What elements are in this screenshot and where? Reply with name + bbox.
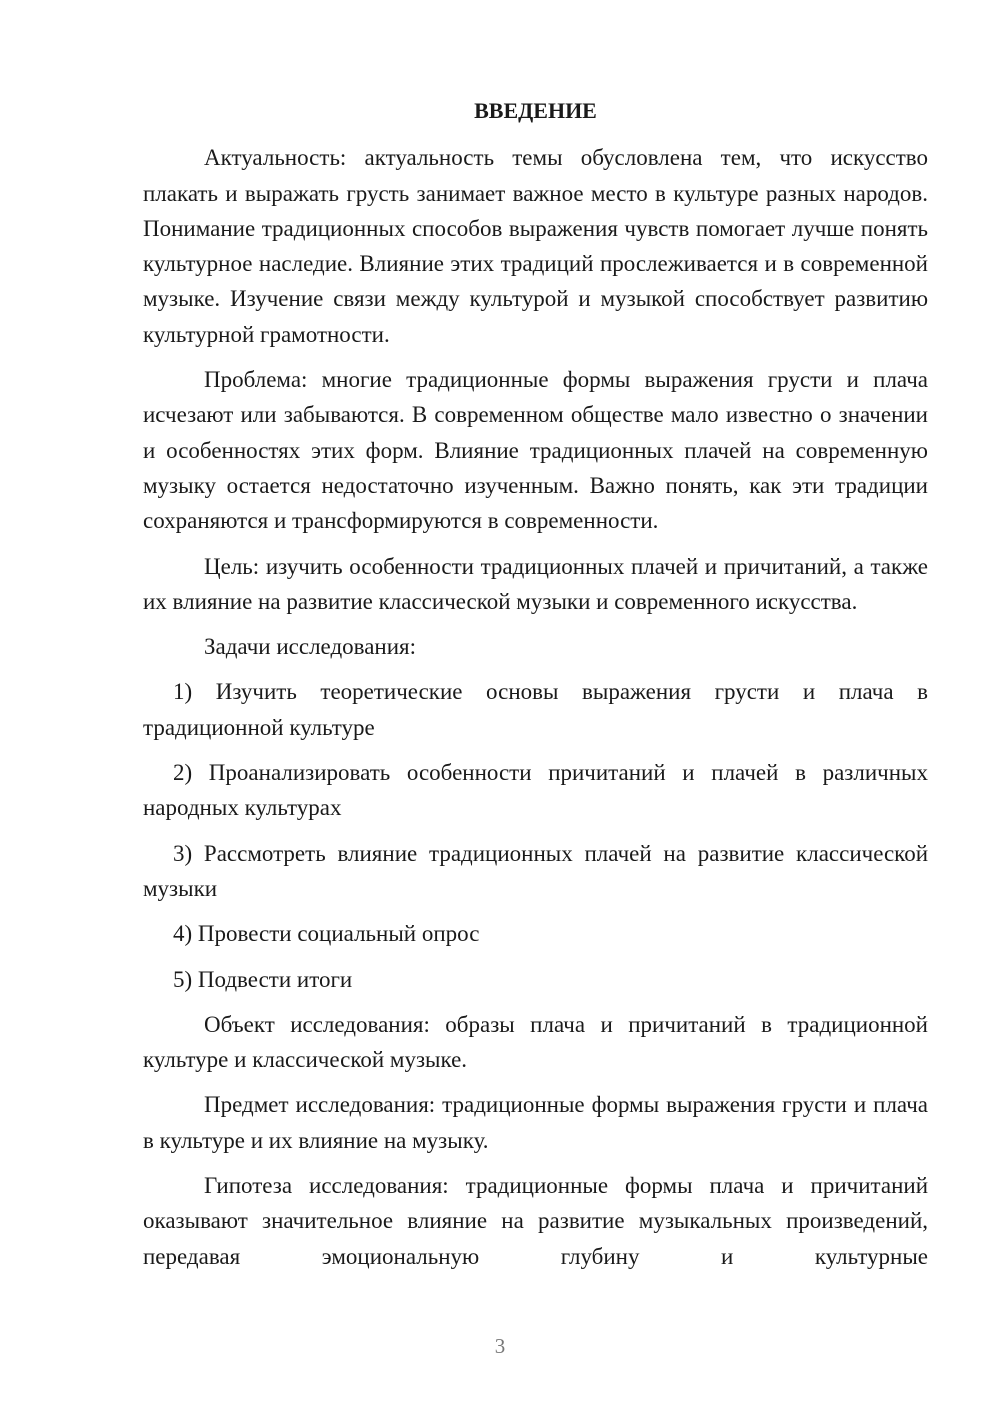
document-page (143, 93, 928, 1284)
section-title: ВВЕДЕНИЕ (474, 98, 597, 123)
task-item-4: 4) Провести социальный опрос (173, 921, 480, 947)
paragraph-problem: Проблема: многие традиционные формы выражения грусти и плача исчезают или забываются. В современном обществе мало известно о значении и особенностях этих форм. Влияние традиционных плачей на современную музыку остается недостаточно изученным. Важно понять, как эти традиции сохраняются и трансформируются в современности. (143, 367, 928, 534)
paragraph-subject: Предмет исследования: традиционные формы выражения грусти и плача в культуре и их влияние на музыку. (143, 1092, 928, 1153)
task-item-3: 3) Рассмотреть влияние традиционных плачей на развитие классической музыки (143, 840, 928, 901)
paragraph-goal: Цель: изучить особенности традиционных плачей и причитаний, а также их влияние на развитие классической музыки и современного искусства. (143, 553, 928, 614)
task-item-1: 1) Изучить теоретические основы выражения грусти и плача в традиционной культуре (143, 679, 928, 740)
paragraph-relevance: Актуальность: актуальность темы обусловлена тем, что искусство плакать и выражать грусть занимает важное место в культуре разных народов. Понимание традиционных способов выражения чувств помогает лучше понять культурное наследие. Влияние этих традиций прослеживается и в современной музыке. Изучение связи между культурой и музыкой способствует развитию культурной грамотности. (143, 145, 928, 347)
tasks-heading: Задачи исследования: (204, 634, 417, 660)
task-item-5: 5) Подвести итоги (173, 966, 353, 992)
paragraph-hypothesis: Гипотеза исследования: традиционные формы плача и причитаний оказывают значительное влияние на развитие музыкальных произведений, передавая эмоциональную глубину и культурные (143, 1173, 928, 1269)
task-item-2: 2) Проанализировать особенности причитаний и плачей в различных народных культурах (143, 760, 928, 821)
page-number: 3 (494, 1334, 506, 1358)
paragraph-object: Объект исследования: образы плача и причитаний в традиционной культуре и классической музыке. (143, 1011, 928, 1073)
